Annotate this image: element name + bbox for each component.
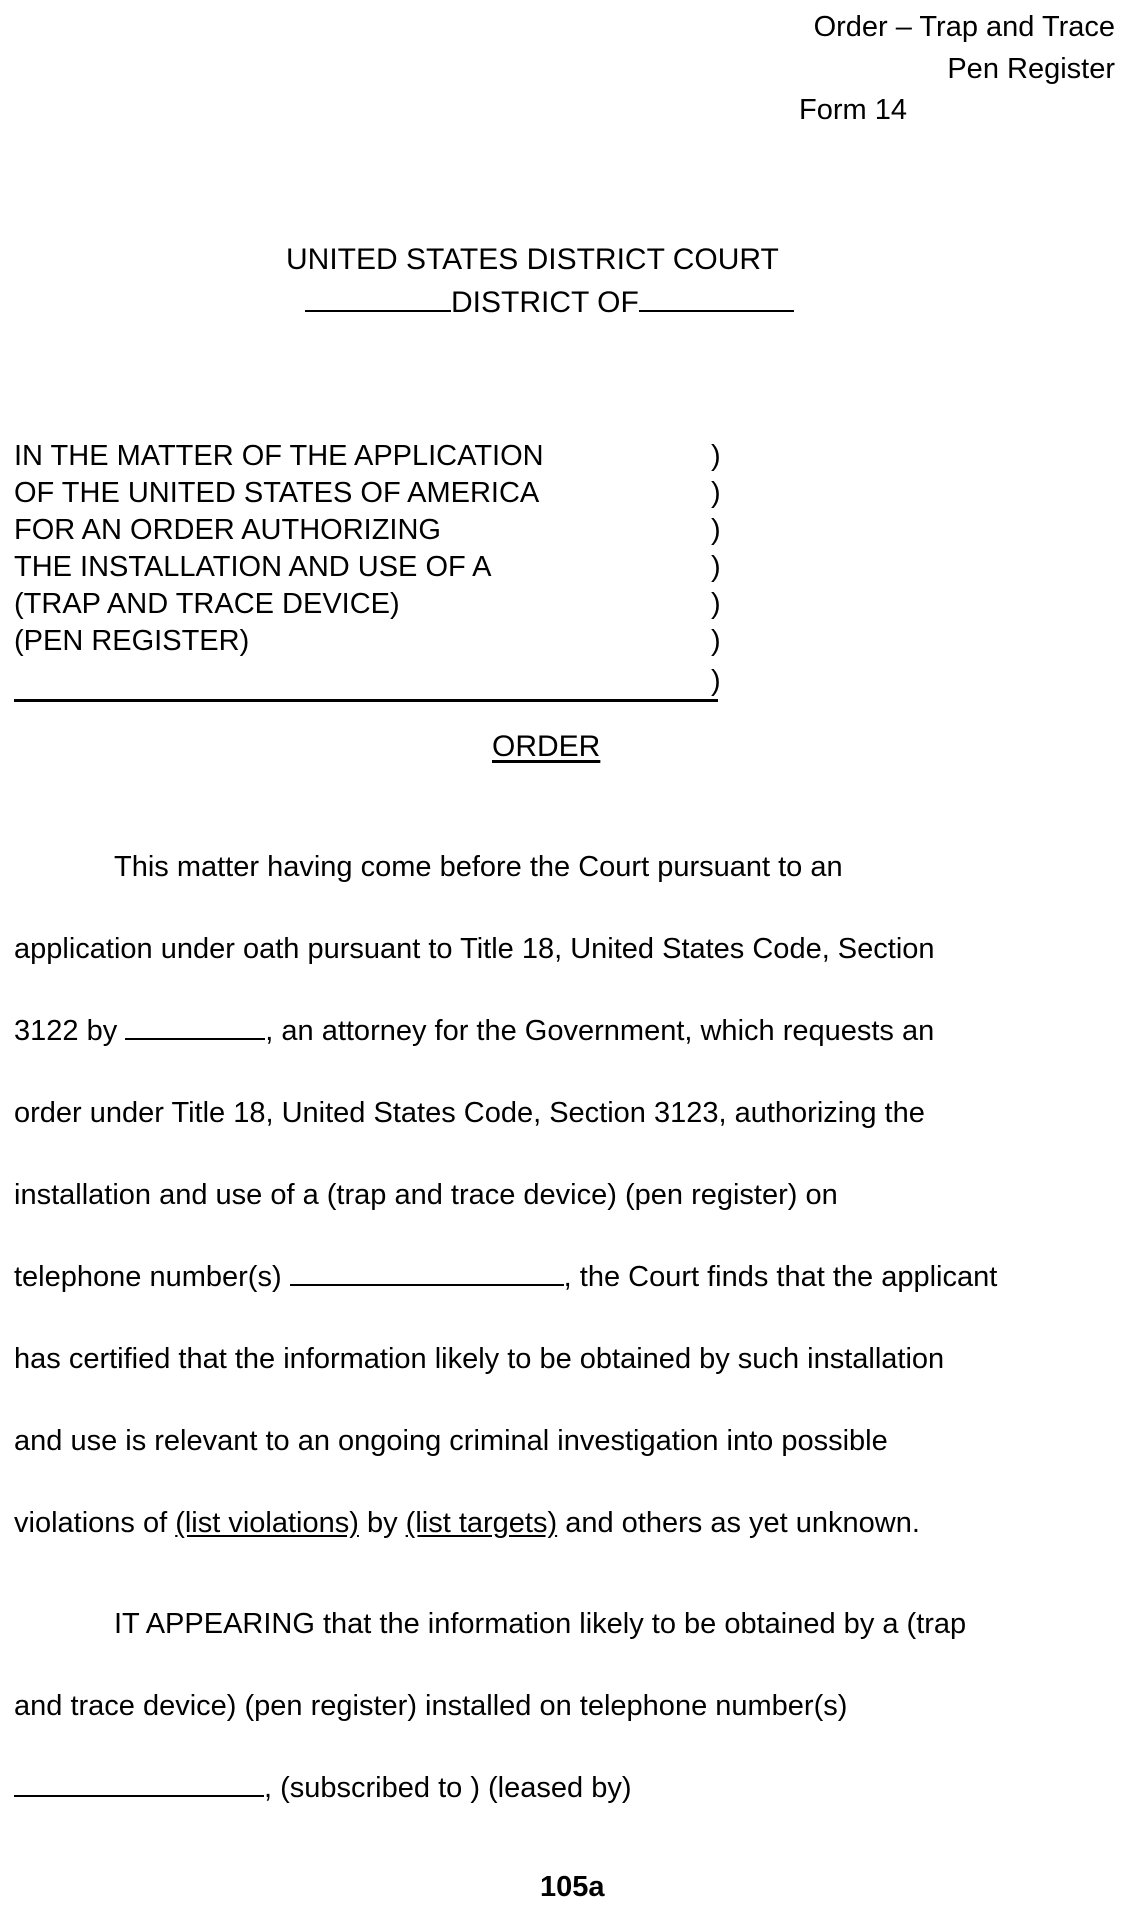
paragraph-line: and use is relevant to an ongoing criminal investigation into possible [14,1425,888,1457]
paragraph-text: 3122 by [14,1015,126,1047]
paragraph-line: and trace device) (pen register) installed on telephone number(s) [14,1690,848,1722]
caption-paren: ) [711,477,721,509]
district-blank-before [305,284,451,312]
case-caption [14,438,544,660]
paragraph-line: order under Title 18, United States Code, Section 3123, authorizing the [14,1097,925,1129]
list-violations-placeholder: (list violations) [175,1507,359,1539]
caption-line: (PEN REGISTER) [14,625,250,657]
court-district-line [305,284,794,321]
paragraph-line [14,1236,1114,1318]
court-district-label: DISTRICT OF [451,286,639,319]
paragraph-line: This matter having come before the Court pursuant to an [114,851,843,883]
caption-underline [14,699,718,702]
paragraph-text: , (subscribed to ) (leased by) [264,1772,632,1804]
paragraph-line: installation and use of a (trap and trace device) (pen register) on [14,1179,838,1211]
form-header-subtitle: Pen Register [947,53,1115,85]
order-paragraph-2 [14,1583,1114,1829]
caption-paren: ) [711,625,721,657]
list-targets-placeholder: (list targets) [405,1507,558,1539]
order-paragraph-1 [14,826,1114,1564]
page-number: 105a [540,1871,605,1903]
district-blank-after [639,284,794,312]
paragraph-text: , the Court finds that the applicant [563,1261,998,1293]
paragraph-line [14,1482,1114,1564]
paragraph-line [14,990,1114,1072]
paragraph-line: IT APPEARING that the information likely to be obtained by a (trap [114,1608,967,1640]
telephone-number-blank [290,1262,564,1286]
form-number: Form 14 [799,94,907,126]
order-heading: ORDER [492,730,601,763]
form-header-title: Order – Trap and Trace [813,11,1115,43]
paragraph-line: application under oath pursuant to Title 18, United States Code, Section [14,933,935,965]
paragraph-line [14,1747,1114,1829]
caption-paren: ) [711,551,721,583]
caption-paren: ) [711,440,721,472]
paragraph-text: , an attorney for the Government, which requests an [265,1015,935,1047]
paragraph-line: has certified that the information likely to be obtained by such installation [14,1343,945,1375]
caption-paren: ) [711,665,721,697]
caption-line: OF THE UNITED STATES OF AMERICA [14,477,540,509]
caption-line: (TRAP AND TRACE DEVICE) [14,588,400,620]
telephone-number-blank [14,1773,264,1797]
paragraph-text: telephone number(s) [14,1261,290,1293]
caption-line: FOR AN ORDER AUTHORIZING [14,514,441,546]
attorney-name-blank [125,1016,265,1040]
caption-paren: ) [711,514,721,546]
paragraph-text: by [358,1507,406,1539]
caption-line: THE INSTALLATION AND USE OF A [14,551,492,583]
paragraph-text: and others as yet unknown. [557,1507,920,1539]
caption-line: IN THE MATTER OF THE APPLICATION [14,440,544,472]
paragraph-text: violations of [14,1507,176,1539]
caption-paren: ) [711,588,721,620]
court-title: UNITED STATES DISTRICT COURT [286,243,779,276]
